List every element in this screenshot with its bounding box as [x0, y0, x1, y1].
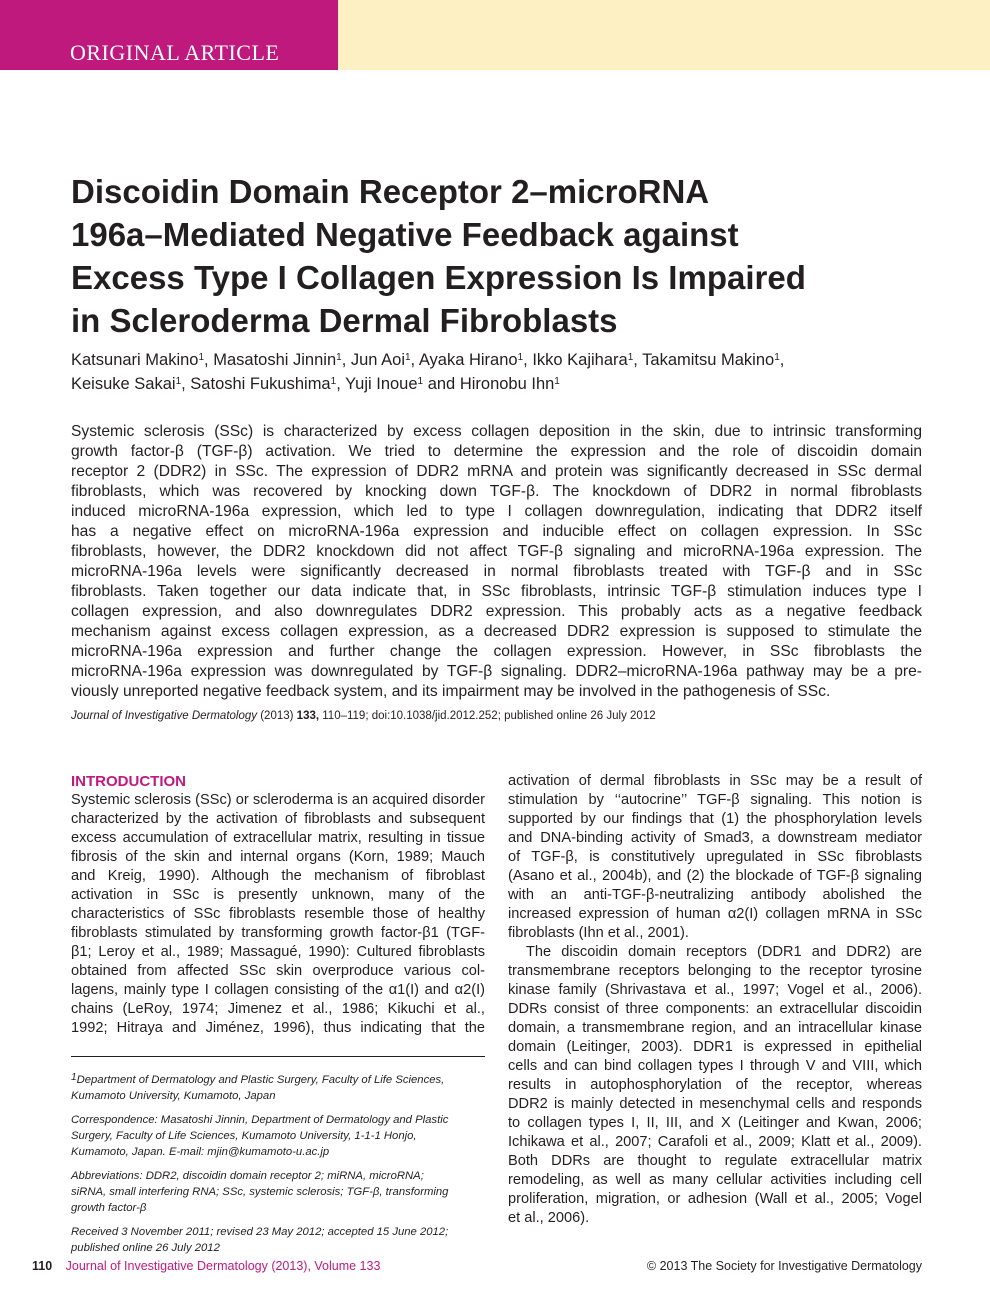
footnote-line: Department of Dermatology and Plastic Surgery, Faculty of Life Sciences, — [76, 1074, 445, 1086]
abstract-line: microRNA-196a levels were significantly decreased in normal fibroblasts treated with TGF-β and in SSc — [71, 563, 922, 580]
body-line: DDR2 is mainly detected in mesenchymal cells and responds — [508, 1096, 922, 1112]
body-line: Both DDRs are thought to regulate extracellular matrix — [508, 1153, 922, 1169]
affiliation-mark: 1 — [627, 352, 634, 363]
abstract-line: receptor 2 (DDR2) in SSc. The expression of DDR2 mRNA and protein was significantly decreased in SSc dermal — [71, 463, 922, 480]
author-name: Jun Aoi — [350, 351, 405, 369]
body-line: to collagen types I, II, III, and X (Leitinger and Kwan, 2006; — [508, 1115, 922, 1131]
affiliation-mark: 1 — [774, 352, 780, 363]
author-line: Keisuke Sakai$^1$, Satoshi Fukushima$^1$, Yuji Inoue$^1$ and Hironobu Ihn$^1$ — [71, 375, 560, 393]
citation-year: (2013) — [260, 710, 294, 722]
body-line: and Kreig, 1990). Although the mechanism of fibroblast — [71, 868, 485, 884]
author-list — [71, 348, 931, 396]
abstract-line: viously unreported negative feedback system, and its impairment may be involved in the pathogenesis of SSc. — [71, 683, 831, 700]
abstract-line: growth factor-β (TGF-β) activation. We tried to determine the expression and the role of discoidin domain — [71, 443, 922, 460]
body-line: stimulation by ‘‘autocrine’’ TGF-β signaling. This notion is — [508, 792, 922, 808]
abstract-line: fibroblasts, which was recovered by knocking down TGF-β. The knockdown of DDR2 in normal fibroblasts — [71, 483, 922, 500]
body-line: chains (LeRoy, 1974; Jimenez et al., 1986; Kikuchi et al., — [71, 1001, 485, 1017]
body-line: β1; Leroy et al., 1989; Massagué, 1990): Cultured fibroblasts — [71, 944, 485, 960]
section-label: ORIGINAL ARTICLE — [70, 40, 280, 65]
abstract-line: fibroblasts. Taken together our data indicate that, in SSc fibroblasts, intrinsic TGF-β stimulation induces type I — [71, 583, 922, 600]
copyright: © 2013 The Society for Investigative Dermatology — [646, 1259, 922, 1273]
body-line: fibroblasts (Ihn et al., 2001). — [508, 925, 689, 941]
body-line: with an anti-TGF-β-neutralizing antibody abolished the — [508, 887, 922, 903]
affiliation-mark: 1 — [336, 352, 342, 363]
body-line: lagens, mainly type I collagen consisting of the α1(I) and α2(I) — [71, 982, 485, 998]
abstract-line: induced microRNA-196a expression, which led to type I collagen downregulation, indicating that DDR2 itself — [71, 503, 922, 520]
body-line: Systemic sclerosis (SSc) or scleroderma is an acquired disorder — [71, 792, 485, 808]
body-line: obtained from affected SSc skin overproduce various col- — [71, 963, 485, 979]
affiliation-mark: 1 — [404, 352, 411, 363]
body-line: transmembrane receptors belonging to the receptor tyrosine — [508, 963, 922, 979]
footnote-line: siRNA, small interfering RNA; SSc, systemic sclerosis; TGF-β, transforming — [71, 1186, 449, 1198]
body-line: remodeling, as well as many cellular activities including cell — [508, 1172, 922, 1188]
author-name: Hironobu Ihn — [459, 375, 555, 393]
title-line: Excess Type I Collagen Expression Is Impaired — [71, 259, 806, 296]
body-line: Ichikawa et al., 2007; Carafoli et al., 2009; Klatt et al., 2009). — [508, 1134, 922, 1150]
author-name: Satoshi Fukushima — [190, 375, 331, 393]
abstract-line: has a negative effect on microRNA-196a expression and inducible effect on collagen expression. In SSc — [71, 523, 922, 540]
footnote-line: published online 26 July 2012 — [71, 1242, 220, 1254]
footnote-divider — [71, 1056, 485, 1057]
body-line: domain (Leitinger, 2003). DDR1 is expressed in epithelial — [508, 1039, 922, 1055]
affiliation-mark: 1 — [554, 376, 560, 387]
body-line: fibrosis of the skin and internal organs (Korn, 1989; Mauch — [71, 849, 485, 865]
abstract-line: microRNA-196a expression was downregulated by TGF-β signaling. DDR2–microRNA-196a pathway may be a pre- — [71, 663, 922, 680]
citation-line — [71, 710, 656, 722]
body-line: proliferation, migration, or adhesion (Wall et al., 2005; Vogel — [508, 1191, 922, 1207]
author-name: Takamitsu Makino — [642, 351, 775, 369]
footnote-line: Surgery, Faculty of Life Sciences, Kumamoto University, 1-1-1 Honjo, — [71, 1130, 417, 1142]
page-footer — [32, 1259, 922, 1273]
body-line: supported by our findings that (1) the phosphorylation levels — [508, 811, 922, 827]
header-bar-accent — [338, 0, 990, 70]
body-line: et al., 2006). — [508, 1210, 590, 1226]
affiliation-mark: 1 — [330, 376, 337, 387]
author-name: Masatoshi Jinnin — [213, 351, 337, 369]
affiliation-mark: 1 — [417, 376, 424, 387]
footnotes — [71, 1064, 485, 1264]
body-line: domain, a transmembrane region, and an intracellular kinase — [508, 1020, 922, 1036]
footnote-line: Correspondence: Masatoshi Jinnin, Department of Dermatology and Plastic — [71, 1114, 449, 1126]
body-line: kinase family (Shrivastava et al., 1997; Vogel et al., 2006). — [508, 982, 922, 998]
footnote-line: growth factor-β — [71, 1202, 147, 1214]
abstract-line: Systemic sclerosis (SSc) is characterized by excess collagen deposition in the skin, due to intrinsic transforming — [71, 423, 922, 440]
author-name: Ikko Kajihara — [532, 351, 628, 369]
author-name: Ayaka Hirano — [418, 351, 518, 369]
body-line: excess accumulation of extracellular matrix, resulting in tissue — [71, 830, 485, 846]
abstract-line: collagen expression, and also downregulates DDR2 expression. This probably acts as a negative feedback — [71, 603, 922, 620]
footnote-line: Kumamoto, Japan. E-mail: mjin@kumamoto-u.ac.jp — [71, 1146, 330, 1158]
abstract-line: fibroblasts, however, the DDR2 knockdown did not affect TGF-β signaling and microRNA-196a expression. The — [71, 543, 922, 560]
body-line: characteristics of SSc fibroblasts resemble those of healthy — [71, 906, 485, 922]
left-column — [71, 772, 485, 1038]
body-line: fibroblasts stimulated by transforming growth factor-β1 (TGF- — [71, 925, 485, 941]
author-name: Katsunari Makino — [71, 351, 199, 369]
right-column — [508, 772, 922, 1228]
body-line: cells and can bind collagen types I through V and VIII, which — [508, 1058, 922, 1074]
footnote-line: Abbreviations: DDR2, discoidin domain receptor 2; miRNA, microRNA; — [71, 1170, 424, 1182]
article-title — [71, 170, 871, 342]
footnote-line: Received 3 November 2011; revised 23 May 2012; accepted 15 June 2012; — [71, 1226, 449, 1238]
title-line: 196a–Mediated Negative Feedback against — [71, 216, 739, 253]
body-line: activation of dermal fibroblasts in SSc may be a result of — [508, 773, 922, 789]
body-line: DDRs consist of three components: an extracellular discoidin — [508, 1001, 922, 1017]
citation-journal: Journal of Investigative Dermatology — [71, 710, 258, 722]
affiliation-mark: 1 — [517, 352, 524, 363]
citation-details: 110–119; doi:10.1038/jid.2012.252; published online 26 July 2012 — [322, 710, 656, 722]
title-line: in Scleroderma Dermal Fibroblasts — [71, 302, 618, 339]
abstract — [71, 422, 922, 702]
title-line: Discoidin Domain Receptor 2–microRNA — [71, 173, 710, 210]
abstract-line: microRNA-196a expression and further change the collagen expression. However, in SSc fibroblasts the — [71, 643, 922, 660]
section-heading: INTRODUCTION — [71, 773, 186, 790]
body-line: (Asano et al., 2004b), and (2) the blockade of TGF-β signaling — [508, 868, 922, 884]
author-name: Yuji Inoue — [345, 375, 418, 393]
footnote-line: Kumamoto University, Kumamoto, Japan — [71, 1090, 276, 1102]
body-line: and DNA-binding activity of Smad3, a downstream mediator — [508, 830, 922, 846]
body-line: of TGF-β, is constitutively upregulated in SSc fibroblasts — [508, 849, 922, 865]
page-number: 110 — [32, 1259, 53, 1273]
body-line: characterized by the activation of fibroblasts and subsequent — [71, 811, 485, 827]
abstract-line: mechanism against excess collagen expression, as a decreased DDR2 expression is supposed to stimulate the — [71, 623, 922, 640]
affiliation-mark: 1 — [71, 1072, 77, 1083]
body-line: activation in SSc is presently unknown, many of the — [71, 887, 485, 903]
body-line: increased expression of human α2(I) collagen mRNA in SSc — [508, 906, 922, 922]
body-line: The discoidin domain receptors (DDR1 and DDR2) are — [526, 944, 922, 960]
affiliation-mark: 1 — [198, 352, 205, 363]
footer-journal: Journal of Investigative Dermatology (2013), Volume 133 — [65, 1259, 381, 1273]
affiliation-mark: 1 — [175, 376, 182, 387]
body-line: results in autophosphorylation of the receptor, whereas — [508, 1077, 922, 1093]
citation-volume: 133, — [296, 710, 320, 722]
author-name: Keisuke Sakai — [71, 375, 176, 393]
author-line: Katsunari Makino$^1$, Masatoshi Jinnin$^1$, Jun Aoi$^1$, Ayaka Hirano$^1$, Ikko Kajihara$^1$, Takamitsu Makino$^1$, — [71, 351, 785, 369]
body-line: 1992; Hitraya and Jiménez, 1996), thus indicating that the — [71, 1020, 485, 1036]
